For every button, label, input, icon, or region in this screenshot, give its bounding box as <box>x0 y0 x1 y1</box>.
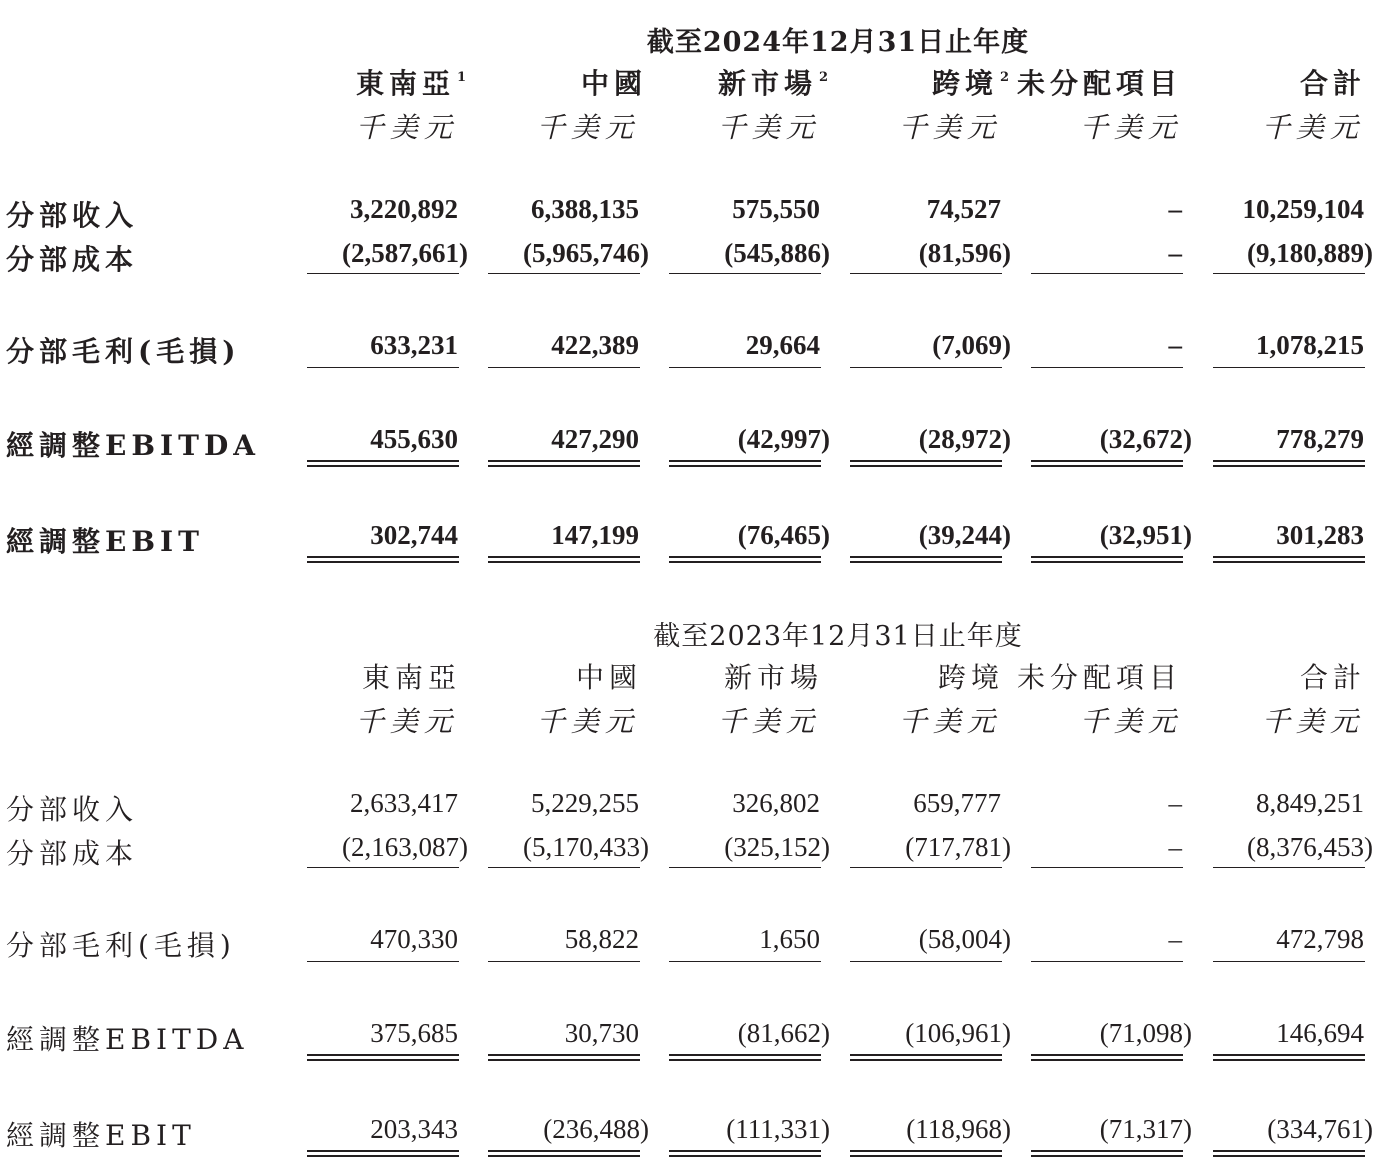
unit-label: 千美元 <box>1261 111 1364 144</box>
value-cell: 58,822 <box>564 924 639 954</box>
total-double-rule <box>850 556 1002 563</box>
total-double-rule <box>488 460 640 467</box>
subtotal-rule <box>307 867 459 868</box>
subtotal-rule <box>1213 961 1365 962</box>
total-double-rule <box>669 556 821 563</box>
unit-label: 千美元 <box>1079 111 1182 144</box>
total-double-rule <box>1031 556 1183 563</box>
unit-label: 千美元 <box>898 111 1001 144</box>
total-double-rule <box>488 1054 640 1061</box>
value-cell: (2,587,661) <box>342 238 468 268</box>
total-double-rule <box>850 460 1002 467</box>
value-cell: 326,802 <box>732 788 820 818</box>
value-cell: 455,630 <box>370 424 458 454</box>
unit-label: 千美元 <box>355 111 458 144</box>
value-cell: 3,220,892 <box>350 194 458 224</box>
total-double-rule <box>1213 460 1365 467</box>
value-cell: (5,170,433) <box>523 832 649 862</box>
subtotal-rule <box>307 367 459 368</box>
total-double-rule <box>307 556 459 563</box>
value-cell: (32,672) <box>1099 424 1192 454</box>
subtotal-rule <box>1213 367 1365 368</box>
subtotal-rule <box>307 273 459 274</box>
value-cell: (334,761) <box>1267 1114 1373 1144</box>
unit-label: 千美元 <box>1261 705 1364 738</box>
value-cell: 302,744 <box>370 520 458 550</box>
value-cell: (545,886) <box>724 238 830 268</box>
total-double-rule <box>1031 1054 1183 1061</box>
value-cell: 74,527 <box>926 194 1001 224</box>
row-label-segment-cost: 分部成本 <box>6 837 139 870</box>
unit-label: 千美元 <box>898 705 1001 738</box>
value-cell: (325,152) <box>724 832 830 862</box>
value-cell: (76,465) <box>737 520 830 550</box>
subtotal-rule <box>1213 867 1365 868</box>
value-cell: (8,376,453) <box>1247 832 1373 862</box>
column-header-new-markets: 新市場 <box>723 661 823 694</box>
value-cell: 575,550 <box>732 194 820 224</box>
period-heading: 截至2024年12月31日止年度 <box>646 27 1030 58</box>
value-cell: (111,331) <box>726 1114 830 1144</box>
total-double-rule <box>1031 1150 1183 1157</box>
unit-label: 千美元 <box>717 111 820 144</box>
total-double-rule <box>669 1150 821 1157</box>
row-label-segment-cost: 分部成本 <box>6 243 139 276</box>
total-double-rule <box>307 460 459 467</box>
value-cell: 659,777 <box>913 788 1001 818</box>
row-label-segment-revenue: 分部收入 <box>6 199 139 232</box>
row-label-adjusted-ebitda: 經調整EBITDA <box>6 1023 249 1056</box>
value-cell: 147,199 <box>551 520 639 550</box>
value-cell: 301,283 <box>1276 520 1364 550</box>
value-cell: 472,798 <box>1276 924 1364 954</box>
value-cell: 1,650 <box>759 924 820 954</box>
row-label-segment-revenue: 分部收入 <box>6 793 139 826</box>
subtotal-rule <box>850 273 1002 274</box>
total-double-rule <box>1213 1150 1365 1157</box>
value-cell: 6,388,135 <box>531 194 639 224</box>
total-double-rule <box>1031 460 1183 467</box>
total-double-rule <box>307 1054 459 1061</box>
total-double-rule <box>1213 1054 1365 1061</box>
total-double-rule <box>669 1054 821 1061</box>
unit-label: 千美元 <box>717 705 820 738</box>
unit-label: 千美元 <box>355 705 458 738</box>
value-cell: 778,279 <box>1276 424 1364 454</box>
value-cell: (81,596) <box>918 238 1011 268</box>
row-label-segment-gross-profit: 分部毛利(毛損) <box>6 929 236 962</box>
value-cell: 422,389 <box>551 330 639 360</box>
total-double-rule <box>307 1150 459 1157</box>
value-cell: 470,330 <box>370 924 458 954</box>
subtotal-rule <box>669 867 821 868</box>
row-label-adjusted-ebit: 經調整EBIT <box>6 525 204 558</box>
subtotal-rule <box>1213 273 1365 274</box>
total-double-rule <box>850 1054 1002 1061</box>
value-cell: (28,972) <box>918 424 1011 454</box>
value-cell: – <box>1168 194 1182 224</box>
subtotal-rule <box>488 367 640 368</box>
column-header-china: 中國 <box>575 661 642 694</box>
subtotal-rule <box>488 867 640 868</box>
column-header-southeast-asia: 東南亞 $^1$ <box>355 67 466 100</box>
subtotal-rule <box>1031 961 1183 962</box>
subtotal-rule <box>1031 367 1183 368</box>
subtotal-rule <box>850 961 1002 962</box>
subtotal-rule <box>488 273 640 274</box>
value-cell: – <box>1168 924 1182 954</box>
unit-label: 千美元 <box>1079 705 1182 738</box>
column-header-total: 合計 <box>1299 661 1366 694</box>
value-cell: 8,849,251 <box>1256 788 1364 818</box>
value-cell: 30,730 <box>564 1018 639 1048</box>
value-cell: (58,004) <box>918 924 1011 954</box>
unit-label: 千美元 <box>536 705 639 738</box>
value-cell: (118,968) <box>906 1114 1011 1144</box>
value-cell: 29,664 <box>745 330 820 360</box>
value-cell: (32,951) <box>1099 520 1192 550</box>
subtotal-rule <box>669 273 821 274</box>
value-cell: 1,078,215 <box>1256 330 1364 360</box>
column-header-total: 合計 <box>1299 67 1366 100</box>
total-double-rule <box>850 1150 1002 1157</box>
value-cell: 10,259,104 <box>1242 194 1364 224</box>
value-cell: – <box>1168 330 1182 360</box>
row-label-adjusted-ebit: 經調整EBIT <box>6 1119 196 1152</box>
value-cell: 633,231 <box>370 330 458 360</box>
column-header-unallocated: 未分配項目 <box>1016 661 1182 694</box>
value-cell: (5,965,746) <box>523 238 649 268</box>
column-header-southeast-asia: 東南亞 <box>361 661 461 694</box>
value-cell: (9,180,889) <box>1247 238 1373 268</box>
value-cell: (39,244) <box>918 520 1011 550</box>
total-double-rule <box>669 460 821 467</box>
value-cell: 146,694 <box>1276 1018 1364 1048</box>
row-label-segment-gross-profit: 分部毛利(毛損) <box>6 335 241 368</box>
value-cell: (81,662) <box>737 1018 830 1048</box>
period-heading: 截至2023年12月31日止年度 <box>653 621 1023 652</box>
value-cell: – <box>1168 832 1182 862</box>
value-cell: (2,163,087) <box>342 832 468 862</box>
value-cell: (236,488) <box>543 1114 649 1144</box>
value-cell: 375,685 <box>370 1018 458 1048</box>
subtotal-rule <box>1031 867 1183 868</box>
subtotal-rule <box>488 961 640 962</box>
total-double-rule <box>488 1150 640 1157</box>
value-cell: 5,229,255 <box>531 788 639 818</box>
unit-label: 千美元 <box>536 111 639 144</box>
subtotal-rule <box>669 367 821 368</box>
column-header-unallocated: 未分配項目 <box>1016 67 1182 100</box>
subtotal-rule <box>850 867 1002 868</box>
subtotal-rule <box>850 367 1002 368</box>
column-header-cross-border: 跨境 $^2$ <box>931 67 1009 100</box>
value-cell: (71,317) <box>1099 1114 1192 1144</box>
column-header-new-markets: 新市場 $^2$ <box>717 67 828 100</box>
value-cell: (717,781) <box>905 832 1011 862</box>
value-cell: – <box>1168 238 1182 268</box>
value-cell: (7,069) <box>932 330 1011 360</box>
value-cell: – <box>1168 788 1182 818</box>
row-label-adjusted-ebitda: 經調整EBITDA <box>6 429 260 462</box>
value-cell: (71,098) <box>1099 1018 1192 1048</box>
subtotal-rule <box>669 961 821 962</box>
total-double-rule <box>488 556 640 563</box>
value-cell: 203,343 <box>370 1114 458 1144</box>
value-cell: 2,633,417 <box>350 788 458 818</box>
column-header-cross-border: 跨境 <box>937 661 1004 694</box>
value-cell: 427,290 <box>551 424 639 454</box>
total-double-rule <box>1213 556 1365 563</box>
value-cell: (106,961) <box>905 1018 1011 1048</box>
subtotal-rule <box>1031 273 1183 274</box>
value-cell: (42,997) <box>737 424 830 454</box>
column-header-china: 中國 <box>580 67 647 100</box>
subtotal-rule <box>307 961 459 962</box>
